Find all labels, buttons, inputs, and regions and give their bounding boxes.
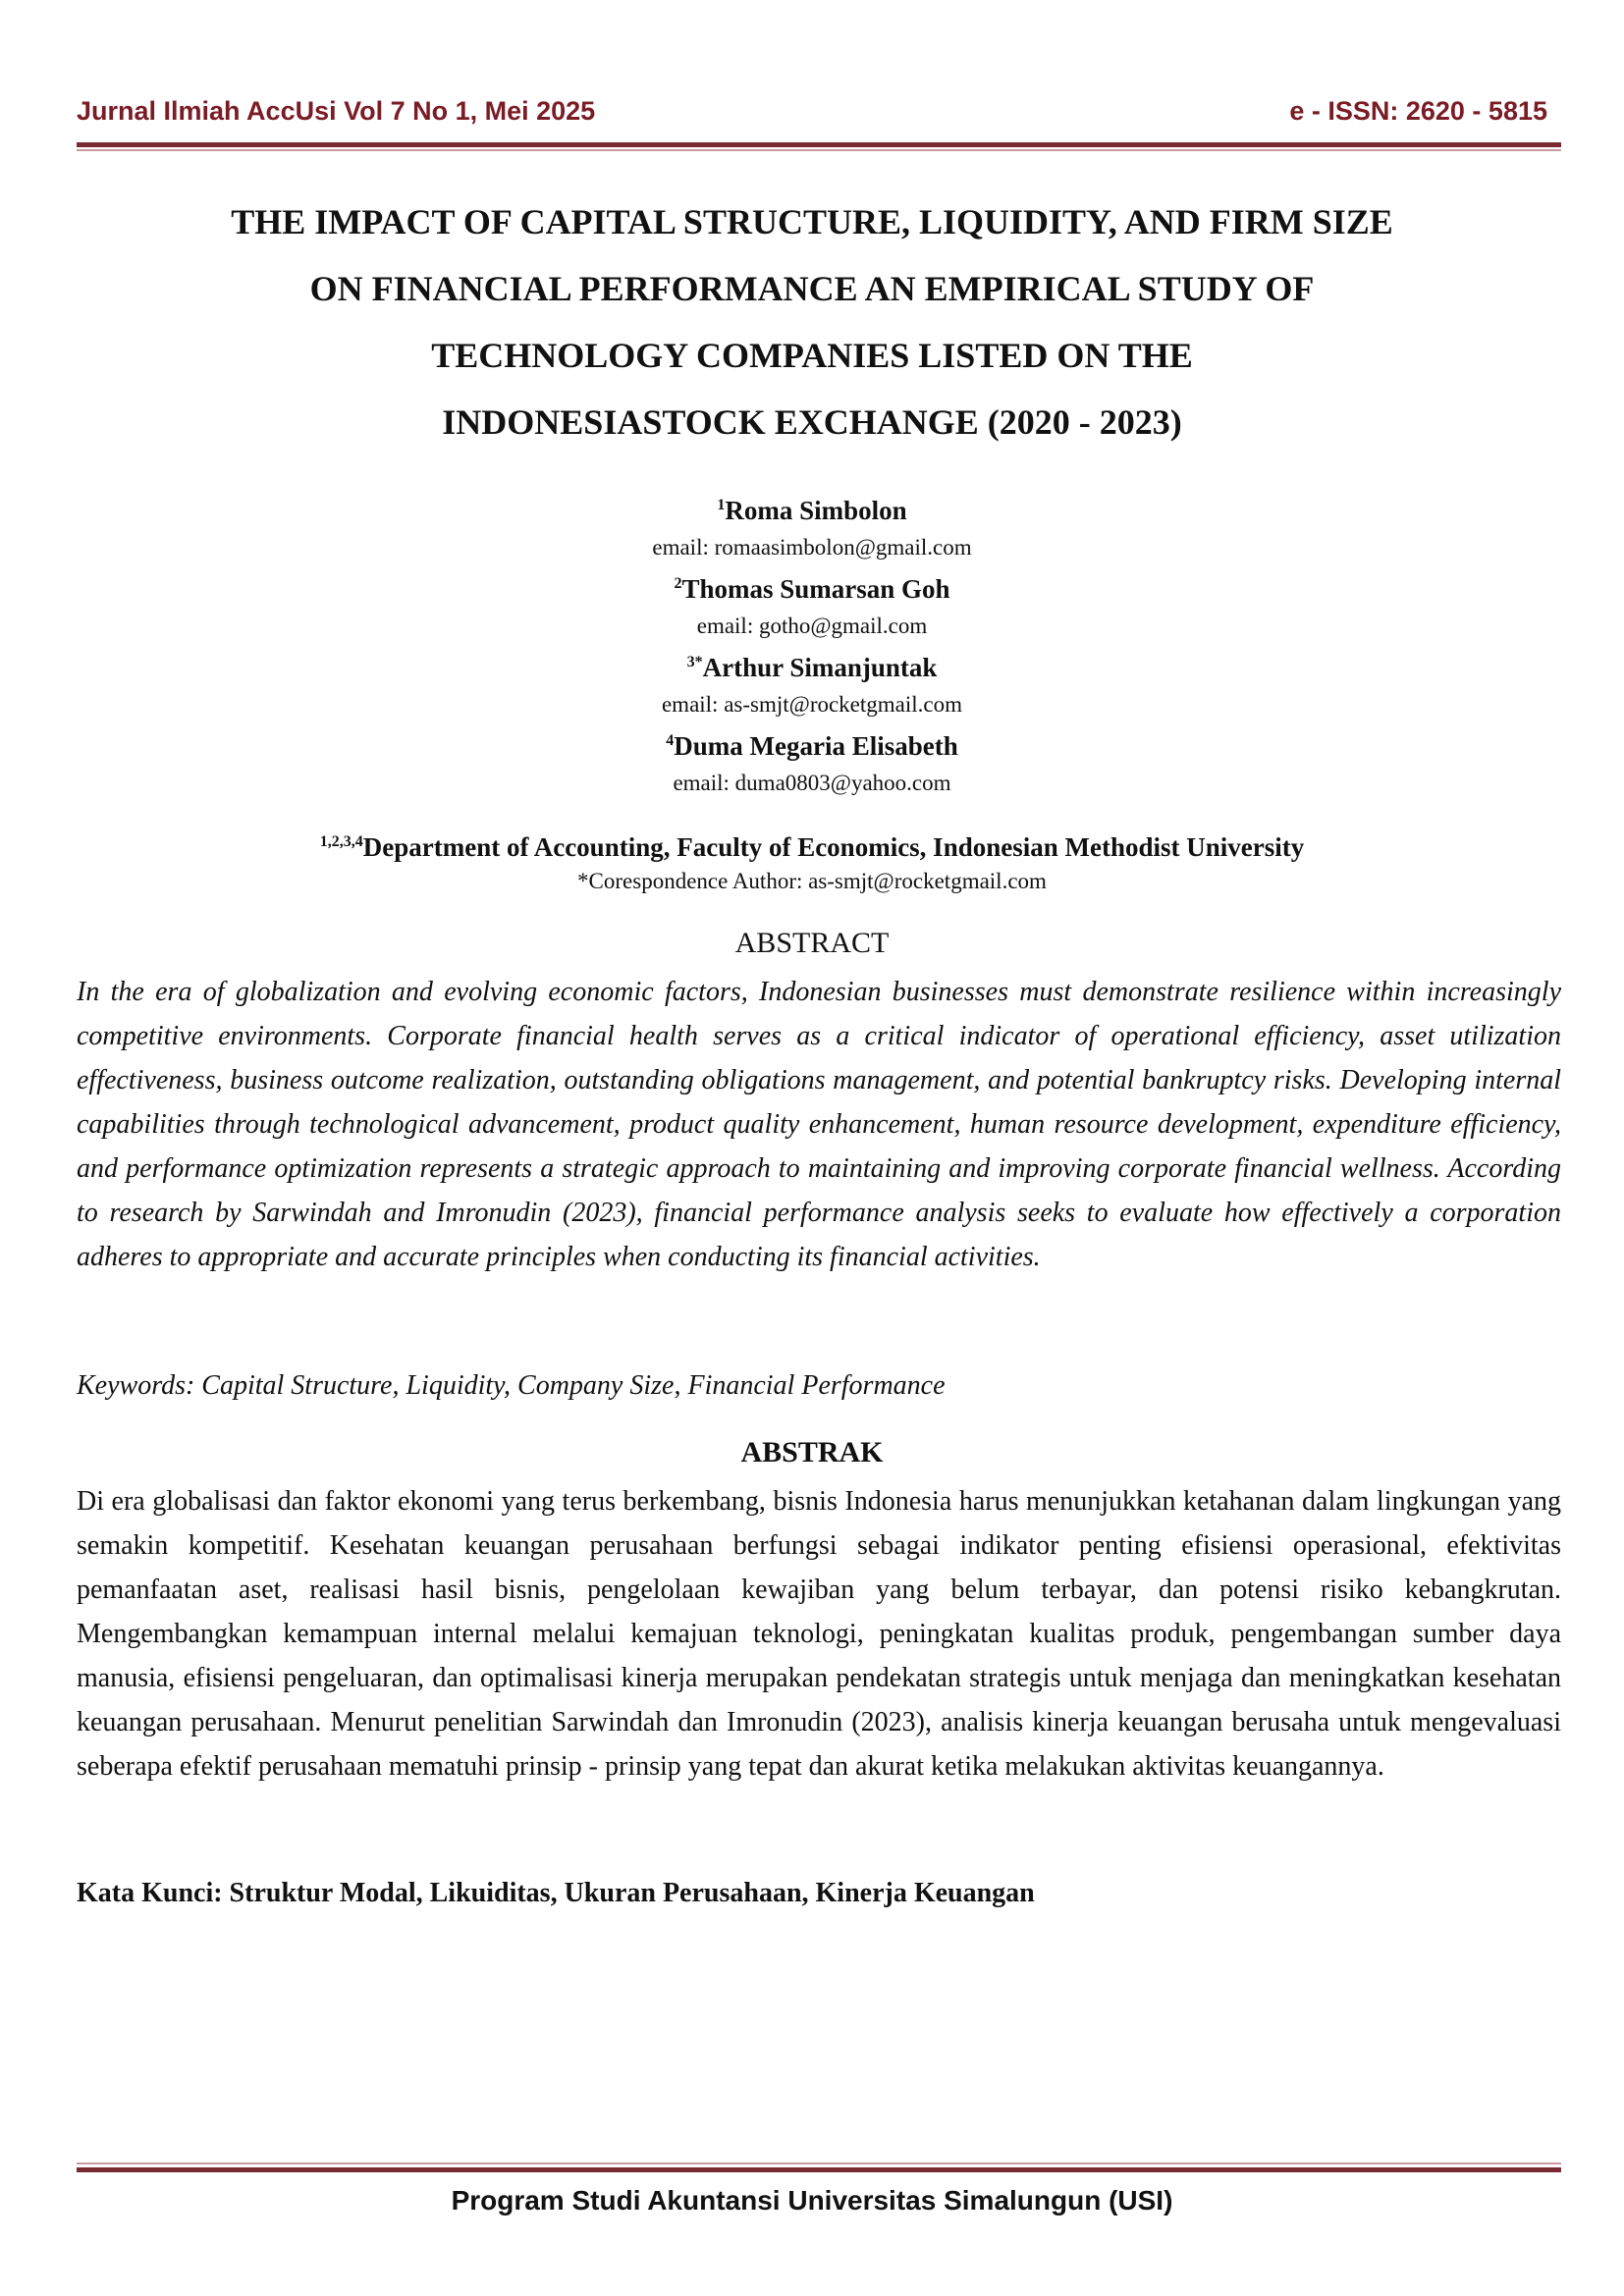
abstract-heading: ABSTRACT [734,927,890,959]
affiliation-text: Department of Accounting, Faculty of Economics, Indonesian Methodist University [362,832,1305,862]
running-footer: Program Studi Akuntansi Universitas Simalungun (USI) [451,2185,1173,2216]
author-name-text: Thomas Sumarsan Goh [681,574,950,604]
author-email: email: romaasimbolon@gmail.com [652,535,972,560]
author-sup: 2 [674,575,682,592]
author-name [196,643,1428,687]
author-sup: 3* [686,654,703,670]
author-name-text: Arthur Simanjuntak [702,653,938,682]
affiliation [98,823,1526,896]
footer-rule [77,2167,1561,2172]
running-header [77,96,1547,135]
abstrak-keywords: Kata Kunci: Struktur Modal, Likuiditas, Ukuran Perusahaan, Kinerja Keuangan [77,1878,1035,1908]
abstract-body: In the era of globalization and evolving economic factors, Indonesian businesses must demonstrate resilience within increasingly competitive environments. Corporate financial health serves as a critical indicator of operational efficiency, asset utilization effectiveness, business outcome realization, outstanding obligations management, and potential bankruptcy risks. Developing internal capabilities through technological advancement, product quality enhancement, human resource development, expenditure efficiency, and performance optimization represents a strategic approach to maintaining and improving corporate financial wellness. According to research by Sarwindah and Imronudin (2023), financial performance analysis seeks to evaluate how effectively a corporation adheres to appropriate and accurate principles when conducting its financial activities. [77,977,1561,1272]
header-rule-thin [77,149,1561,151]
abstrak-body: Di era globalisasi dan faktor ekonomi yang terus berkembang, bisnis Indonesia harus menunjukkan ketahanan dalam lingkungan yang semakin kompetitif. Kesehatan keuangan perusahaan berfungsi sebagai indikator penting efisiensi operasional, efektivitas pemanfaatan aset, realisasi hasil bisnis, pengelolaan kewajiban yang belum terbayar, dan potensi risiko kebangkrutan. Mengembangkan kemampuan internal melalui kemajuan teknologi, peningkatan kualitas produk, pengembangan sumber daya manusia, efisiensi pengeluaran, dan optimalisasi kinerja merupakan pendekatan strategis untuk menjaga dan meningkatkan kesehatan keuangan perusahaan. Menurut penelitian Sarwindah dan Imronudin (2023), analisis kinerja keuangan berusaha untuk mengevaluasi seberapa efektif perusahaan mematuhi prinsip - prinsip yang tepat dan akurat ketika melakukan aktivitas keuangannya. [77,1486,1561,1782]
affiliation-sup: 1,2,3,4 [319,833,363,850]
author-email: email: as-smjt@rocketgmail.com [661,692,963,717]
author-sup: 1 [717,497,726,513]
author-list [196,486,1428,800]
author-email: email: duma0803@yahoo.com [673,771,951,795]
title-line: ON FINANCIAL PERFORMANCE AN EMPIRICAL STUDY OF [309,269,1315,308]
title-line: THE IMPACT OF CAPITAL STRUCTURE, LIQUIDITY, AND FIRM SIZE [231,202,1393,241]
affiliation-line [98,823,1526,867]
author-name [196,721,1428,766]
author-sup: 4 [666,732,675,749]
journal-name: Jurnal Ilmiah AccUsi Vol 7 No 1, Mei 2025 [77,96,596,126]
abstract-keywords: Keywords: Capital Structure, Liquidity, Company Size, Financial Performance [77,1370,946,1401]
title-line: TECHNOLOGY COMPANIES LISTED ON THE [431,336,1193,375]
author-name-text: Roma Simbolon [725,496,907,525]
issn: e - ISSN: 2620 - 5815 [1289,96,1547,126]
author-name [196,486,1428,530]
header-rule [77,142,1561,147]
correspondence-note: *Corespondence Author: as-smjt@rocketgmail.com [577,869,1047,893]
paper-title [128,188,1496,455]
author-name-text: Duma Megaria Elisabeth [674,731,958,761]
footer-rule-thin [77,2163,1561,2164]
author-name [196,564,1428,609]
title-line: INDONESIASTOCK EXCHANGE (2020 - 2023) [442,402,1182,442]
author-email: email: gotho@gmail.com [696,614,928,638]
abstrak-heading: ABSTRAK [740,1436,884,1468]
